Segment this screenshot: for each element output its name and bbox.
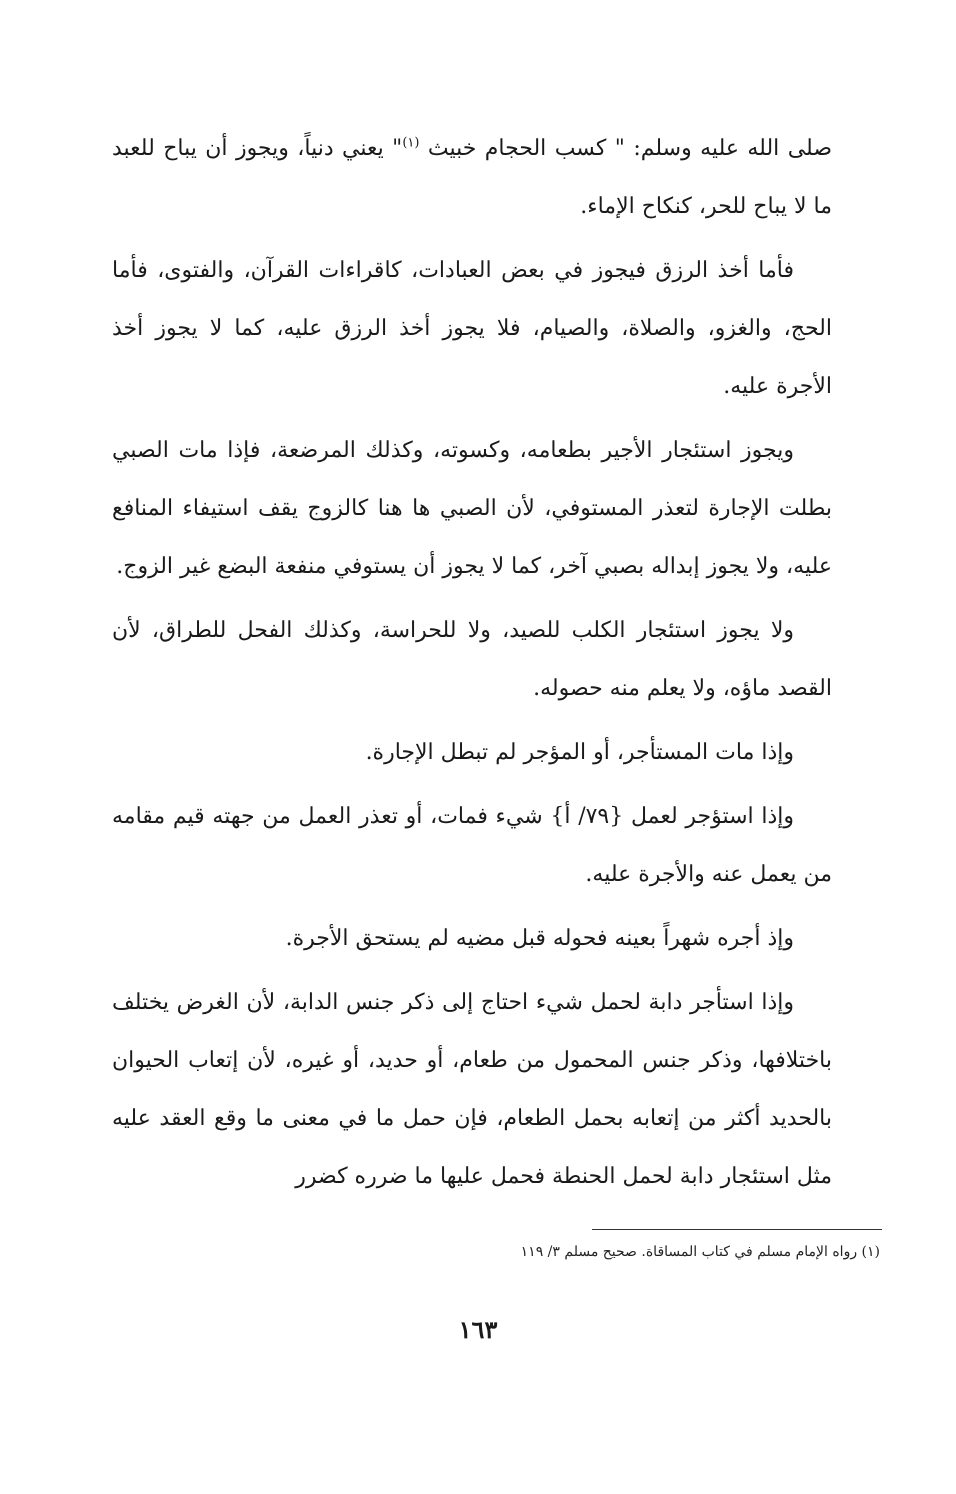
paragraph-4: ولا يجوز استئجار الكلب للصيد، ولا للحراسة، وكذلك الفحل للطراق، لأن القصد ماؤه، ولا يعلم منه حصوله. [112, 618, 832, 701]
footnote-divider [592, 1229, 882, 1230]
page-number: ١٦٣ [458, 1315, 498, 1344]
paragraph-7: وإذ أجره شهراً بعينه فحوله قبل مضيه لم يستحق الأجرة. [285, 926, 794, 951]
paragraph-5: وإذا مات المستأجر، أو المؤجر لم تبطل الإجارة. [365, 740, 794, 765]
paragraph-8: وإذا استأجر دابة لحمل شيء احتاج إلى ذكر جنس الدابة، لأن الغرض يختلف باختلافها، وذكر جنس المحمول من طعام، أو حديد، أو غيره، لأن إتعاب الحيوان بالحديد أكثر من إتعابه بحمل الطعام، فإن حمل ما في معنى ما وقع العقد عليه مثل استئجار دابة لحمل الحنطة فحمل عليها ما ضرره كضرر [112, 990, 832, 1189]
paragraph-1 [112, 120, 832, 236]
paragraph-6: وإذا استؤجر لعمل {٧٩/ أ} شيء فمات، أو تعذر العمل من جهته قيم مقامه من يعمل عنه والأجرة عليه. [112, 804, 832, 887]
paragraph-2: فأما أخذ الرزق فيجوز في بعض العبادات، كاقراءات القرآن، والفتوى، فأما الحج، والغزو، والصلاة، والصيام، فلا يجوز أخذ الرزق عليه، كما لا يجوز أخذ الأجرة عليه. [112, 258, 832, 399]
paragraph-1-end: " يعني دنياً، ويجوز أن يباح للعبد ما لا يباح للحر، كنكاح الإماء. [112, 136, 832, 219]
footnote: (١) رواه الإمام مسلم في كتاب المساقاة. صحيح مسلم ٣/ ١١٩ [520, 1244, 880, 1260]
paragraph-1-start: صلى الله عليه وسلم: " كسب الحجام خبيث [419, 136, 832, 161]
paragraph-3: ويجوز استئجار الأجير بطعامه، وكسوته، وكذلك المرضعة، فإذا مات الصبي بطلت الإجارة لتعذر المستوفي، لأن الصبي ها هنا كالزوج يقف استيفاء المنافع عليه، ولا يجوز إبداله بصبي آخر، كما لا يجوز أن يستوفي منفعة البضع غير الزوج. [112, 438, 832, 579]
main-text [112, 120, 832, 1212]
footnote-reference: (١) [402, 135, 420, 151]
